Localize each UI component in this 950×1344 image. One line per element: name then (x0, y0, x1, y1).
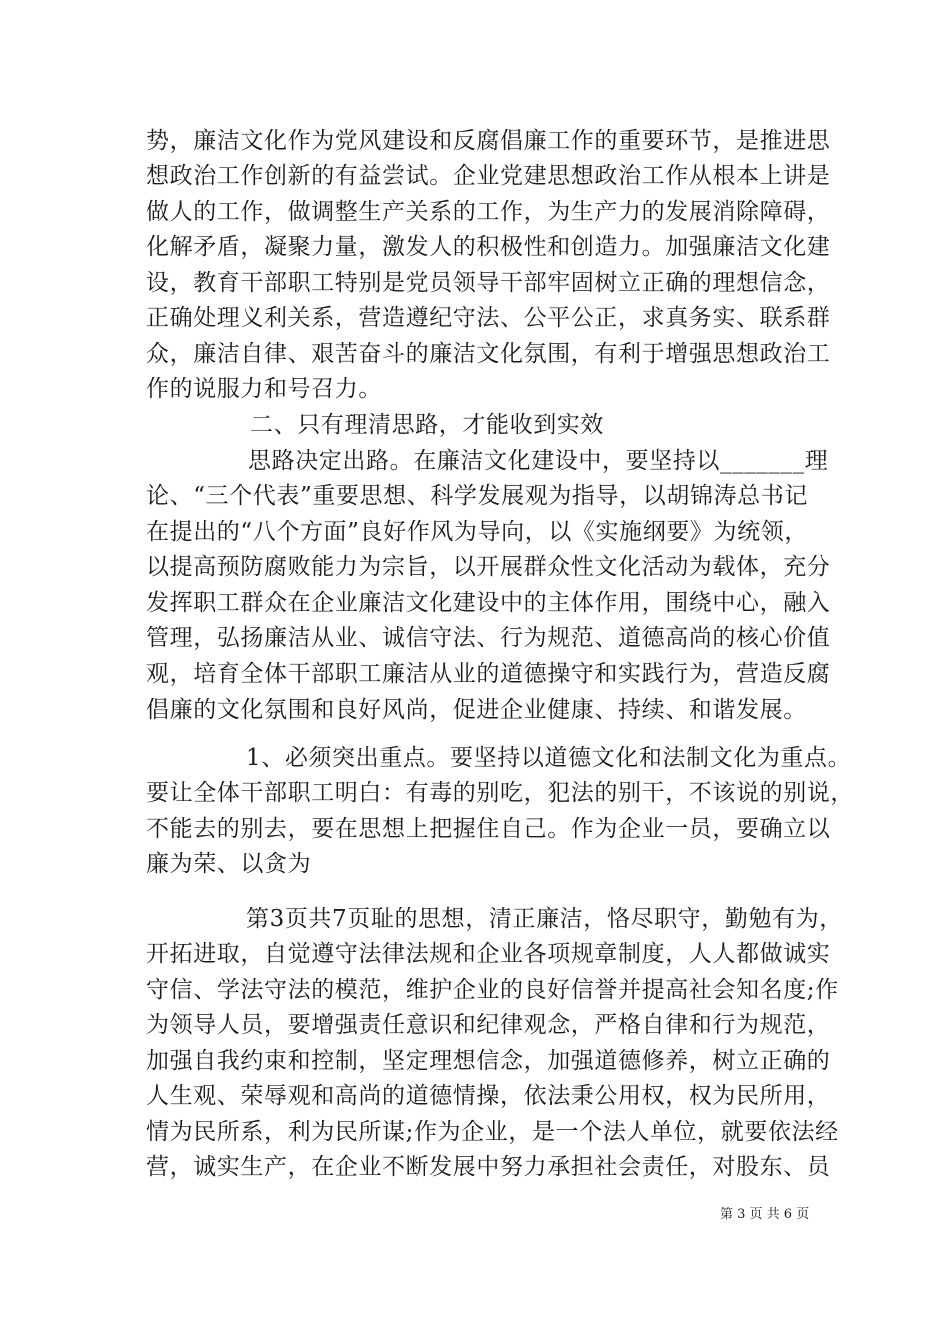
body-text-line: 势，廉洁文化作为党风建设和反腐倡廉工作的重要环节，是推进思 (146, 128, 831, 154)
page-number-footer: 第 3 页 共 6 页 (720, 1207, 810, 1222)
body-text-line: 要让全体干部职工明白：有毒的别吃，犯法的别干，不该说的别说， (146, 780, 854, 806)
body-text-line: 化解矛盾，凝聚力量，激发人的积极性和创造力。加强廉洁文化建 (146, 234, 831, 260)
body-text-line: 正确处理义利关系，营造遵纪守法、公平公正，求真务实、联系群 (146, 305, 831, 331)
body-text-line: 管理，弘扬廉洁从业、诚信守法、行为规范、道德高尚的核心价值 (146, 625, 831, 651)
body-text-line: 论、“三个代表”重要思想、科学发展观为指导，以胡锦涛总书记 (146, 483, 808, 509)
body-text-line: 在提出的“八个方面”良好作风为导向，以《实施纲要》为统领， (146, 519, 808, 545)
body-text-line: 廉为荣、以贪为 (146, 851, 312, 877)
body-text-line: 做人的工作，做调整生产关系的工作，为生产力的发展消除障碍， (146, 199, 831, 225)
body-text-line: 不能去的别去，要在思想上把握住自己。作为企业一员，要确立以 (146, 816, 831, 842)
body-text-line: 开拓进取，自觉遵守法律法规和企业各项规章制度，人人都做诚实 (146, 941, 831, 967)
body-text-line: 为领导人员，要增强责任意识和纪律观念，严格自律和行为规范， (146, 1012, 831, 1038)
body-text-line: 设，教育干部职工特别是党员领导干部牢固树立正确的理想信念， (146, 270, 831, 296)
body-text-line: 以提高预防腐败能力为宗旨，以开展群众性文化活动为载体，充分 (146, 554, 831, 580)
body-text-line: 营，诚实生产，在企业不断发展中努力承担社会责任，对股东、员 (146, 1154, 831, 1180)
body-text-line: 守信、学法守法的模范，维护企业的良好信誉并提高社会知名度;作 (146, 977, 839, 1003)
body-text-line: 第3页共7页耻的思想，清正廉洁，恪尽职守，勤勉有为， (246, 906, 843, 932)
body-text-line: 作的说服力和号召力。 (146, 376, 382, 402)
body-text-line: 思路决定出路。在廉洁文化建设中，要坚持以_______理 (248, 448, 829, 474)
body-text-line: 观，培育全体干部职工廉洁从业的道德操守和实践行为，营造反腐 (146, 661, 831, 687)
body-text-line: 倡廉的文化氛围和良好风尚，促进企业健康、持续、和谐发展。 (146, 697, 807, 723)
body-text-line: 1、必须突出重点。要坚持以道德文化和法制文化为重点。 (246, 745, 852, 771)
body-text-line: 想政治工作创新的有益尝试。企业党建思想政治工作从根本上讲是 (146, 163, 831, 189)
body-text-line: 众，廉洁自律、艰苦奋斗的廉洁文化氛围，有利于增强思想政治工 (146, 341, 831, 367)
body-text-line: 发挥职工群众在企业廉洁文化建设中的主体作用，围绕中心，融入 (146, 590, 831, 616)
body-text-line: 情为民所系，利为民所谋;作为企业，是一个法人单位，就要依法经 (146, 1119, 839, 1145)
section-heading: 二、只有理清思路，才能收到实效 (250, 412, 604, 438)
body-text-line: 人生观、荣辱观和高尚的道德情操，依法秉公用权，权为民所用， (146, 1083, 831, 1109)
body-text-line: 加强自我约束和控制，坚定理想信念，加强道德修养，树立正确的 (146, 1048, 831, 1074)
